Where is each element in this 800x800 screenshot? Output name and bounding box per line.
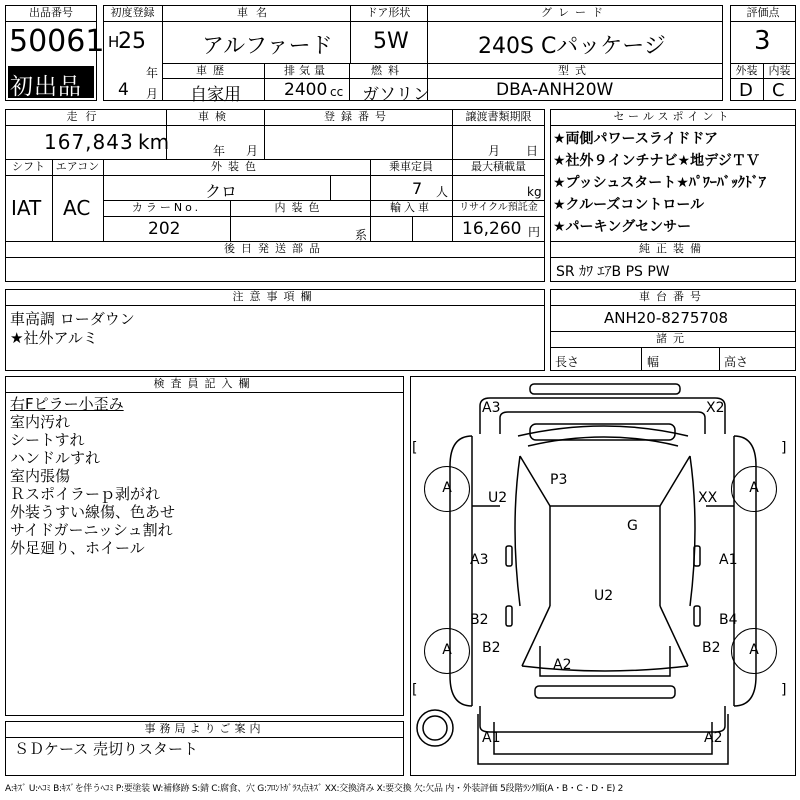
reg-no-label: 登録番号 xyxy=(324,110,392,123)
bracket-right: ] xyxy=(781,682,787,698)
ac-label: エアコン xyxy=(55,160,100,173)
load-label: 最大積載量 xyxy=(471,160,526,173)
damage-code: XX xyxy=(698,490,718,506)
inspection-label: 車検 xyxy=(198,110,232,123)
month-unit: 月 xyxy=(146,87,159,101)
month: 4 xyxy=(118,80,129,100)
wheel-rear-left: A xyxy=(424,628,470,674)
capacity-label: 乗車定員 xyxy=(389,160,433,173)
chassis-number: ANH20-8275708 xyxy=(604,309,729,327)
year-unit: 年 xyxy=(146,66,159,80)
inspector-line: 室内張傷 xyxy=(10,467,71,485)
office-label: 事務局よりご案内 xyxy=(144,722,265,735)
inspector-line: 右Fピラー小歪み xyxy=(10,395,124,413)
inspector-line: シートすれ xyxy=(10,431,85,449)
selling-point-item: ★社外９インチナビ★地デジＴＶ xyxy=(553,153,760,169)
wheel-rear-right: A xyxy=(731,628,777,674)
damage-code: G xyxy=(627,518,638,534)
first-listing: 初出品 xyxy=(10,74,82,100)
bracket-left: [ xyxy=(412,440,418,456)
damage-code: A2 xyxy=(704,730,723,746)
exterior-grade: D xyxy=(739,80,753,101)
bracket-right: ] xyxy=(781,440,787,456)
transfer-day-unit: 日 xyxy=(526,144,539,158)
displacement-label: 排気量 xyxy=(284,64,329,77)
genuine-label: 純正装備 xyxy=(639,242,707,255)
fuel-label: 燃料 xyxy=(371,64,405,77)
damage-code: X2 xyxy=(706,400,725,416)
mileage-unit: km xyxy=(138,130,170,154)
damage-code: U2 xyxy=(488,490,508,506)
inspector-line: サイドガーニッシュ割れ xyxy=(10,521,173,539)
door-label: ドア形状 xyxy=(366,6,411,19)
legend: A:ｷｽﾞ U:ﾍｺﾐ B:ｷｽﾞを伴うﾍｺﾐ P:要塗装 W:補修跡 S:錆 C:腐食、穴 G:ﾌﾛﾝﾄｶﾞﾗｽ点ｷｽﾞ XX:交換済み X:要交換 欠:欠品 内・外装評価 5段階ﾗﾝｸ順(A・B・C・D・E) 2 xyxy=(5,784,624,794)
damage-code: B2 xyxy=(702,640,721,656)
car-diagram xyxy=(410,376,796,776)
lot-no: 50061 xyxy=(9,24,105,59)
exterior-label: 外装 xyxy=(735,64,758,77)
interior-grade: C xyxy=(772,80,785,101)
import-label: 輸入車 xyxy=(390,201,432,214)
note-line: 車高調 ローダウン xyxy=(10,310,135,328)
notes-label: 注意事項欄 xyxy=(232,290,318,303)
length-label: 長さ xyxy=(555,355,580,369)
capacity-unit: 人 xyxy=(436,185,449,199)
lot-no-label: 出品番号 xyxy=(29,6,73,19)
height-label: 高さ xyxy=(724,355,749,369)
chassis-label: 車台番号 xyxy=(639,290,707,303)
damage-code: A1 xyxy=(719,552,738,568)
color-no-label: カラーNo. xyxy=(131,201,202,214)
car-name: アルファード xyxy=(202,34,333,59)
score: 3 xyxy=(754,26,771,56)
fuel: ガソリン xyxy=(362,85,430,105)
shift: IAT xyxy=(11,196,42,220)
inspector-line: 外装うすい線傷、色あせ xyxy=(10,503,176,521)
color-no: 202 xyxy=(148,219,181,239)
recycle: 16,260 xyxy=(462,219,522,239)
inspector-line: ハンドルすれ xyxy=(10,449,101,467)
genuine-equipment: SR ｶﾜ ｴｱB PS PW xyxy=(556,264,670,280)
inspector-line: 外足廻り、ホイール xyxy=(10,539,145,557)
damage-code: A1 xyxy=(482,730,501,746)
mileage-label: 走行 xyxy=(66,110,105,123)
damage-code: B2 xyxy=(482,640,501,656)
history-label: 車歴 xyxy=(196,64,230,77)
transfer-month-unit: 月 xyxy=(488,144,501,158)
capacity: 7 xyxy=(412,179,423,198)
damage-code: U2 xyxy=(594,588,614,604)
damage-code: A3 xyxy=(470,552,489,568)
grade-label: グレード xyxy=(541,6,609,19)
displacement-unit: cc xyxy=(330,85,344,99)
year: 25 xyxy=(118,29,146,54)
recycle-unit: 円 xyxy=(528,225,541,239)
car-name-label: 車名 xyxy=(237,6,275,19)
model: DBA-ANH20W xyxy=(496,80,614,100)
recycle-label: リサイクル預託金 xyxy=(459,202,538,213)
inspector-line: Ｒスポイラーｐ剥がれ xyxy=(10,485,161,503)
history: 自家用 xyxy=(190,85,241,105)
shift-label: シフト xyxy=(12,160,45,173)
insp-month-unit: 月 xyxy=(246,144,259,158)
score-label: 評価点 xyxy=(746,6,780,19)
color-label: 外装色 xyxy=(211,160,262,173)
transfer-label: 譲渡書類期限 xyxy=(465,110,532,123)
mileage: 167,843 xyxy=(44,130,134,154)
wheel-front-left: A xyxy=(424,466,470,512)
damage-code: B4 xyxy=(719,612,738,628)
selling-point-item: ★パーキングセンサー xyxy=(553,219,692,235)
ac: AC xyxy=(63,196,91,220)
note-line: ★社外アルミ xyxy=(10,329,98,347)
door: 5W xyxy=(373,29,409,54)
wheel-front-right: A xyxy=(731,466,777,512)
displacement: 2400 xyxy=(284,80,328,100)
bracket-left: [ xyxy=(412,682,418,698)
damage-code: P3 xyxy=(550,472,568,488)
model-label: 型式 xyxy=(558,64,592,77)
selling-point-item: ★両側パワースライドドア xyxy=(553,131,719,147)
insp-year-unit: 年 xyxy=(213,144,226,158)
grade: 240S Cパッケージ xyxy=(478,34,666,59)
office-message: ＳＤケース 売切りスタート xyxy=(14,740,199,758)
color: クロ xyxy=(205,182,238,201)
width-label: 幅 xyxy=(647,355,660,369)
load-unit: kg xyxy=(527,185,542,199)
damage-code: A3 xyxy=(482,400,501,416)
selling-point-item: ★クルーズコントロール xyxy=(553,197,705,213)
inspector-line: 室内汚れ xyxy=(10,413,71,431)
first-reg-label: 初度登録 xyxy=(110,6,155,19)
int-color-unit: 系 xyxy=(355,228,368,242)
damage-code: A2 xyxy=(553,657,572,673)
selling-point-item: ★プッシュスタート★ﾊﾟﾜｰﾊﾞｯｸﾄﾞｱ xyxy=(553,175,766,191)
selling-points-label: セールスポイント xyxy=(613,110,733,123)
inspector-label: 検査員記入欄 xyxy=(153,377,256,390)
later-parts-label: 後日発送部品 xyxy=(224,242,326,255)
interior-label: 内装 xyxy=(768,64,791,77)
era: H xyxy=(108,33,120,51)
damage-code: B2 xyxy=(470,612,489,628)
dims-label: 諸元 xyxy=(656,332,690,345)
int-color-label: 内装色 xyxy=(274,201,326,214)
